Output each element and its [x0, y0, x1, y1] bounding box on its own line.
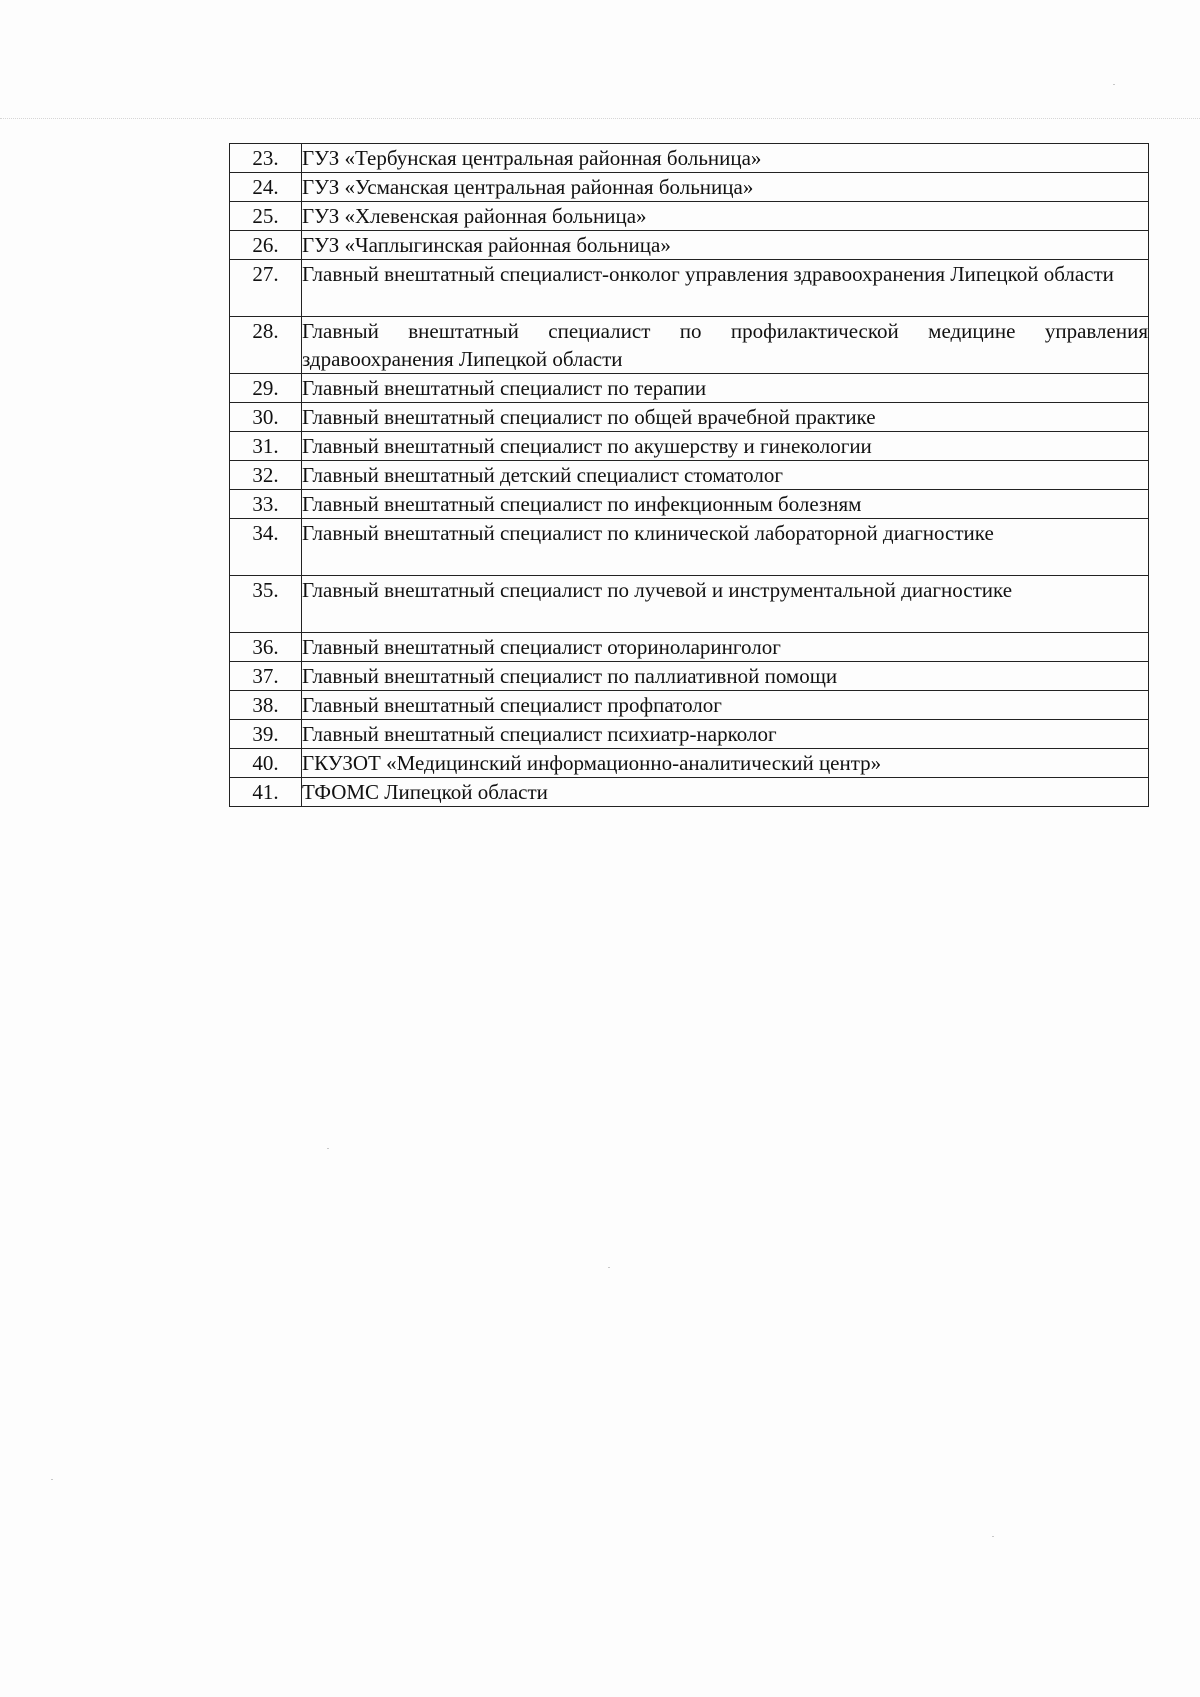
- row-text: Главный внештатный специалист по профилактической медицине управления здравоохранения Липецкой области: [302, 317, 1149, 374]
- row-text: ГУЗ «Усманская центральная районная больница»: [302, 173, 1149, 202]
- table-row: [230, 231, 1149, 260]
- row-text: Главный внештатный специалист профпатолог: [302, 691, 1149, 720]
- table-row: [230, 778, 1149, 807]
- row-text: ГУЗ «Хлевенская районная больница»: [302, 202, 1149, 231]
- scan-speck: [992, 1536, 994, 1537]
- table-row: [230, 144, 1149, 173]
- organizations-table: [229, 143, 1149, 807]
- row-text: Главный внештатный специалист по общей врачебной практике: [302, 403, 1149, 432]
- row-text: Главный внештатный специалист по акушерству и гинекологии: [302, 432, 1149, 461]
- row-number: 41.: [230, 778, 302, 807]
- row-text: Главный внештатный специалист по паллиативной помощи: [302, 662, 1149, 691]
- row-number: 37.: [230, 662, 302, 691]
- row-number: 40.: [230, 749, 302, 778]
- row-number: 29.: [230, 374, 302, 403]
- row-text: Главный внештатный детский специалист стоматолог: [302, 461, 1149, 490]
- table-row: [230, 403, 1149, 432]
- row-text: ГУЗ «Чаплыгинская районная больница»: [302, 231, 1149, 260]
- row-number: 23.: [230, 144, 302, 173]
- row-text: ГКУЗОТ «Медицинский информационно-аналитический центр»: [302, 749, 1149, 778]
- row-text: Главный внештатный специалист оториноларинголог: [302, 633, 1149, 662]
- row-text: ГУЗ «Тербунская центральная районная больница»: [302, 144, 1149, 173]
- table-row: [230, 490, 1149, 519]
- row-number: 25.: [230, 202, 302, 231]
- row-text: Главный внештатный специалист по лучевой и инструментальной диагностике: [302, 576, 1149, 633]
- row-number: 39.: [230, 720, 302, 749]
- row-number: 24.: [230, 173, 302, 202]
- row-text: Главный внештатный специалист психиатр-нарколог: [302, 720, 1149, 749]
- table-row: [230, 173, 1149, 202]
- table-row: [230, 633, 1149, 662]
- table-row: [230, 317, 1149, 374]
- table-row: [230, 519, 1149, 576]
- table-row: [230, 691, 1149, 720]
- row-text: Главный внештатный специалист по клинической лабораторной диагностике: [302, 519, 1149, 576]
- table-row: [230, 576, 1149, 633]
- table-row: [230, 260, 1149, 317]
- scan-speck: [51, 1479, 53, 1480]
- scan-speck: [327, 1148, 329, 1149]
- table-row: [230, 720, 1149, 749]
- table-row: [230, 749, 1149, 778]
- row-number: 28.: [230, 317, 302, 374]
- row-number: 35.: [230, 576, 302, 633]
- row-text: Главный внештатный специалист-онколог управления здравоохранения Липецкой области: [302, 260, 1149, 317]
- table-row: [230, 662, 1149, 691]
- row-number: 31.: [230, 432, 302, 461]
- row-number: 34.: [230, 519, 302, 576]
- scan-artifact-line: [0, 118, 1200, 119]
- row-number: 32.: [230, 461, 302, 490]
- table-row: [230, 374, 1149, 403]
- scan-speck: [608, 1267, 610, 1268]
- row-number: 33.: [230, 490, 302, 519]
- row-number: 30.: [230, 403, 302, 432]
- table-row: [230, 432, 1149, 461]
- table-row: [230, 202, 1149, 231]
- row-number: 26.: [230, 231, 302, 260]
- table-row: [230, 461, 1149, 490]
- row-text: Главный внештатный специалист по инфекционным болезням: [302, 490, 1149, 519]
- scan-speck: [1113, 84, 1115, 85]
- row-number: 27.: [230, 260, 302, 317]
- row-number: 36.: [230, 633, 302, 662]
- row-number: 38.: [230, 691, 302, 720]
- row-text: Главный внештатный специалист по терапии: [302, 374, 1149, 403]
- row-text: ТФОМС Липецкой области: [302, 778, 1149, 807]
